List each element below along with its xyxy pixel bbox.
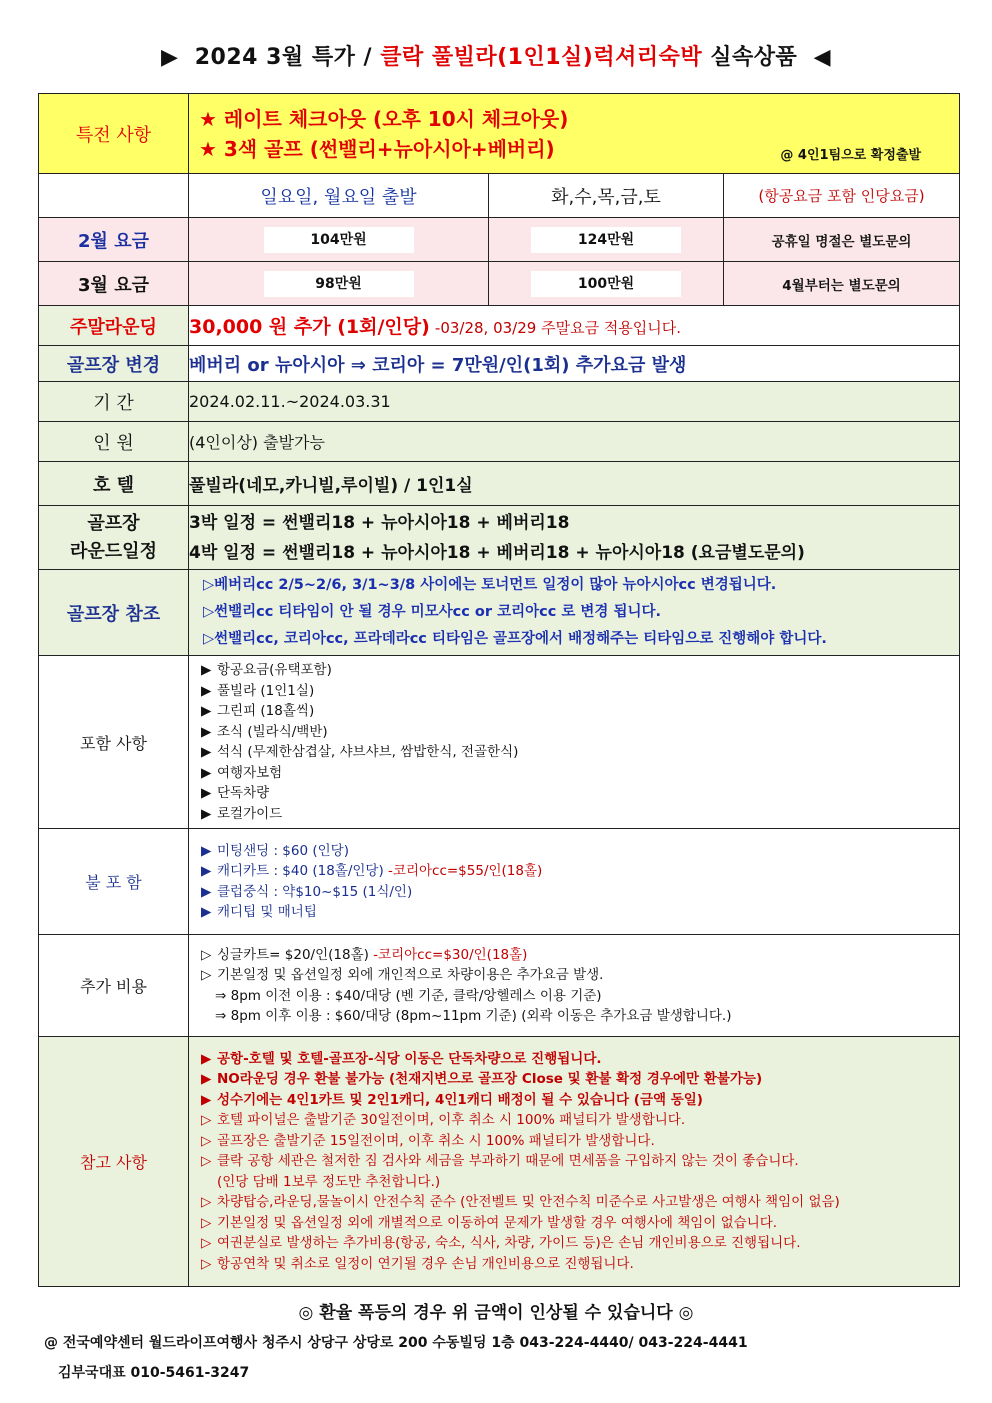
- excluded-cell: [189, 829, 960, 935]
- special-line1: ★ 레이트 체크아웃 (오후 10시 체크아웃): [199, 106, 569, 131]
- header-col1: 일요일, 월요일 출발: [189, 174, 489, 218]
- golf-ref-item: ▷베버리cc 2/5~2/6, 3/1~3/8 사이에는 토너먼트 일정이 많아 뉴아시아cc 변경됩니다.: [203, 577, 777, 593]
- list-item: ▶ 여행자보험: [201, 763, 959, 784]
- included-cell: [189, 656, 960, 829]
- title-part1: 2024 3월 특가 /: [194, 45, 381, 70]
- hotel-label: 호 텔: [39, 462, 189, 506]
- list-item: ▶ 항공요금(유택포함): [201, 660, 959, 681]
- hollow-triangle-icon: ▷: [201, 967, 212, 983]
- hotel-text: 풀빌라(네모,카니빌,루이빌) / 1인1실: [189, 462, 960, 506]
- notes-cell: [189, 1037, 960, 1287]
- bullet-icon: ▶: [201, 805, 212, 822]
- list-item: ⇒ 8pm 이후 이용 : $60/대당 (8pm~11pm 기준) (외곽 이동은 추가요금 발생합니다.): [215, 1008, 732, 1024]
- bullet-icon: ▶: [201, 863, 212, 879]
- mar-price1: 98만원: [264, 271, 414, 297]
- list-item: ▶ 그린피 (18홀씩): [201, 701, 959, 722]
- hollow-triangle-icon: ▷: [201, 1255, 212, 1272]
- golf-schedule-label1: 골프장: [87, 512, 140, 534]
- special-label: 특전 사항: [39, 94, 189, 174]
- list-item: ▶ 클럽중식 : 약$10~$15 (1식/인): [201, 882, 959, 903]
- list-item: ▷ 골프장은 출발기준 15일전이며, 이후 취소 시 100% 패널티가 발생합니다.: [201, 1131, 959, 1152]
- feb-note: 공휴일 명절은 별도문의: [724, 218, 960, 262]
- mar-price2: 100만원: [531, 271, 681, 297]
- weekend-sub: -03/28, 03/29 주말요금 적용입니다.: [434, 319, 682, 337]
- list-item: ▶ 단독차량: [201, 783, 959, 804]
- list-item: ▷ 기본일정 및 옵션일정 외에 개별적으로 이동하여 문제가 발생할 경우 여행사에 책임이 없습니다.: [201, 1213, 959, 1234]
- bullet-icon: ▶: [201, 842, 212, 859]
- feb-price1: 104만원: [264, 227, 414, 253]
- extra-cost-label: 추가 비용: [39, 935, 189, 1037]
- list-item: ▶ 캐디카트 : $40 (18홀/인당) -코리아cc=$55/인(18홀): [201, 861, 959, 882]
- hollow-triangle-icon: ▷: [201, 1214, 212, 1231]
- list-item: ▷ 기본일정 및 옵션일정 외에 개인적으로 차량이용은 추가요금 발생.: [201, 965, 959, 986]
- mar-price1-cell: [189, 262, 489, 306]
- special-line2: ★ 3색 골프 (썬밸리+뉴아시아+베버리): [199, 136, 555, 161]
- bullet-icon: ▶: [201, 1050, 212, 1067]
- bullet-icon: ▶: [201, 744, 212, 760]
- list-item: ▶ 성수기에는 4인1카트 및 2인1캐디, 4인1캐디 배정이 될 수 있습니다 (금액 동일): [201, 1090, 959, 1111]
- bullet-icon: ▶: [201, 785, 212, 801]
- list-item: ▶ NO라운딩 경우 환불 불가능 (천재지변으로 골프장 Close 및 환불 확정 경우에만 환불가능): [201, 1069, 959, 1090]
- bullet-icon: ▶: [201, 1091, 212, 1108]
- notes-list: [189, 1045, 959, 1279]
- list-item: ▶ 조식 (빌라식/백반): [201, 722, 959, 743]
- special-note: @ 4인1팀으로 확정출발: [780, 148, 921, 163]
- notes-label: 참고 사항: [39, 1037, 189, 1287]
- feb-label: 2월 요금: [39, 218, 189, 262]
- bullet-icon: ▶: [201, 1071, 212, 1088]
- golf-schedule-label: [39, 506, 189, 570]
- weekend-label: 주말라운딩: [39, 306, 189, 346]
- list-item: ▷ 싱글카트= $20/인(18홀) -코리아cc=$30/인(18홀): [201, 945, 959, 966]
- special-cell: [189, 94, 960, 174]
- list-item: ▶ 로컬가이드: [201, 804, 959, 825]
- golf-schedule-label2: 라운드일정: [70, 540, 157, 562]
- bullet-icon: ▶: [201, 723, 212, 740]
- bullet-icon: ▶: [201, 883, 212, 900]
- list-item: (인당 담배 1보루 정도만 추천합니다.): [217, 1173, 441, 1190]
- list-item: ▷ 차량탑승,라운딩,물놀이시 안전수칙 준수 (안전벨트 및 안전수칙 미준수로 사고발생은 여행사 책임이 없음): [201, 1192, 959, 1213]
- included-list: [189, 656, 959, 828]
- title-part3: 럭셔리숙박: [593, 45, 703, 70]
- list-item: ▷ 클락 공항 세관은 철저한 짐 검사와 세금을 부과하기 때문에 면세품을 구입하지 않는 것이 좋습니다.: [201, 1151, 959, 1172]
- list-item: ⇒ 8pm 이전 이용 : $40/대당 (벤 기준, 클락/앙헬레스 이용 기준): [215, 987, 602, 1004]
- list-item: ▷ 여권분실로 발생하는 추가비용(항공, 숙소, 식사, 차량, 가이드 등)은 손님 개인비용으로 진행됩니다.: [201, 1233, 959, 1254]
- bullet-icon: ▶: [201, 662, 212, 678]
- hollow-triangle-icon: ▷: [201, 1194, 212, 1211]
- header-empty: [39, 174, 189, 218]
- feb-price2-cell: [489, 218, 724, 262]
- header-col2: 화,수,목,금,토: [489, 174, 724, 218]
- extra-cost-list: [189, 941, 959, 1031]
- bullet-icon: ▶: [201, 904, 212, 920]
- extra-cost-cell: [189, 935, 960, 1037]
- golf-ref-label: 골프장 참조: [39, 570, 189, 656]
- included-label: 포함 사항: [39, 656, 189, 829]
- list-item: ▷ 호텔 파이널은 출발기준 30일전이며, 이후 취소 시 100% 패널티가 발생합니다.: [201, 1110, 959, 1131]
- mar-note: 4월부터는 별도문의: [724, 262, 960, 306]
- hollow-triangle-icon: ▷: [201, 946, 212, 963]
- bullet-icon: ▶: [201, 703, 212, 719]
- bullet-icon: ▶: [201, 764, 212, 781]
- hollow-triangle-icon: ▷: [201, 1112, 212, 1129]
- ceo-contact: 김부국대표 010-5461-3247: [58, 1365, 250, 1381]
- people-text: (4인이상) 출발가능: [189, 422, 960, 462]
- list-item: ▶ 석식 (무제한삼겹살, 샤브샤브, 쌈밥한식, 전골한식): [201, 742, 959, 763]
- title-part4: 실속상품: [702, 45, 798, 70]
- header-col3: (항공요금 포함 인당요금): [724, 174, 960, 218]
- excluded-list: [189, 837, 959, 927]
- feb-price2: 124만원: [531, 227, 681, 253]
- course-change-label: 골프장 변경: [39, 346, 189, 382]
- golf-schedule-line1: 3박 일정 = 썬밸리18 + 뉴아시아18 + 베버리18: [189, 512, 570, 533]
- list-item: ▶ 풀빌라 (1인1실): [201, 681, 959, 702]
- weekend-main: 30,000 원 추가 (1회/인당): [189, 316, 430, 338]
- excluded-label: 불 포 함: [39, 829, 189, 935]
- course-change-text: 베버리 or 뉴아시아 ⇒ 코리아 = 7만원/인(1회) 추가요금 발생: [189, 346, 960, 382]
- mar-price2-cell: [489, 262, 724, 306]
- list-item: ▷ 항공연착 및 취소로 일정이 연기될 경우 손님 개인비용으로 진행됩니다.: [201, 1254, 959, 1275]
- product-table: [38, 93, 960, 1287]
- hollow-triangle-icon: ▷: [201, 1132, 212, 1149]
- list-item: ▶ 공항-호텔 및 호텔-골프장-식당 이동은 단독차량으로 진행됩니다.: [201, 1049, 959, 1070]
- golf-schedule-line2: 4박 일정 = 썬밸리18 + 뉴아시아18 + 베버리18 + 뉴아시아18 (요금별도문의): [189, 542, 805, 563]
- title-part2: 클락 풀빌라(1인1실): [380, 45, 594, 70]
- hollow-triangle-icon: ▷: [201, 1235, 212, 1252]
- page-title: [0, 40, 992, 71]
- feb-price1-cell: [189, 218, 489, 262]
- list-item: ▶ 캐디팁 및 매너팁: [201, 902, 959, 923]
- period-text: 2024.02.11.~2024.03.31: [189, 382, 960, 422]
- mar-label: 3월 요금: [39, 262, 189, 306]
- left-triangle-icon: ◀: [813, 45, 832, 70]
- golf-ref-item: ▷썬밸리cc 티타임이 안 될 경우 미모사cc or 코리아cc 로 변경 됩니다.: [203, 604, 661, 620]
- list-item: ▶ 미팅샌딩 : $60 (인당): [201, 841, 959, 862]
- period-label: 기 간: [39, 382, 189, 422]
- bullet-icon: ▶: [201, 682, 212, 699]
- golf-schedule-cell: [189, 506, 960, 570]
- weekend-cell: [189, 306, 960, 346]
- golf-ref-item: ▷썬밸리cc, 코리아cc, 프라데라cc 티타임은 골프장에서 배정해주는 티타임으로 진행해야 합니다.: [203, 631, 827, 647]
- golf-ref-cell: [189, 570, 960, 656]
- exchange-note: ◎ 환율 폭등의 경우 위 금액이 인상될 수 있습니다 ◎: [298, 1303, 694, 1323]
- people-label: 인 원: [39, 422, 189, 462]
- agency-info: @ 전국예약센터 월드라이프여행사 청주시 상당구 상당로 200 수동빌딩 1층 043-224-4440/ 043-224-4441: [44, 1335, 748, 1351]
- hollow-triangle-icon: ▷: [201, 1153, 212, 1170]
- right-triangle-icon: ▶: [160, 45, 179, 70]
